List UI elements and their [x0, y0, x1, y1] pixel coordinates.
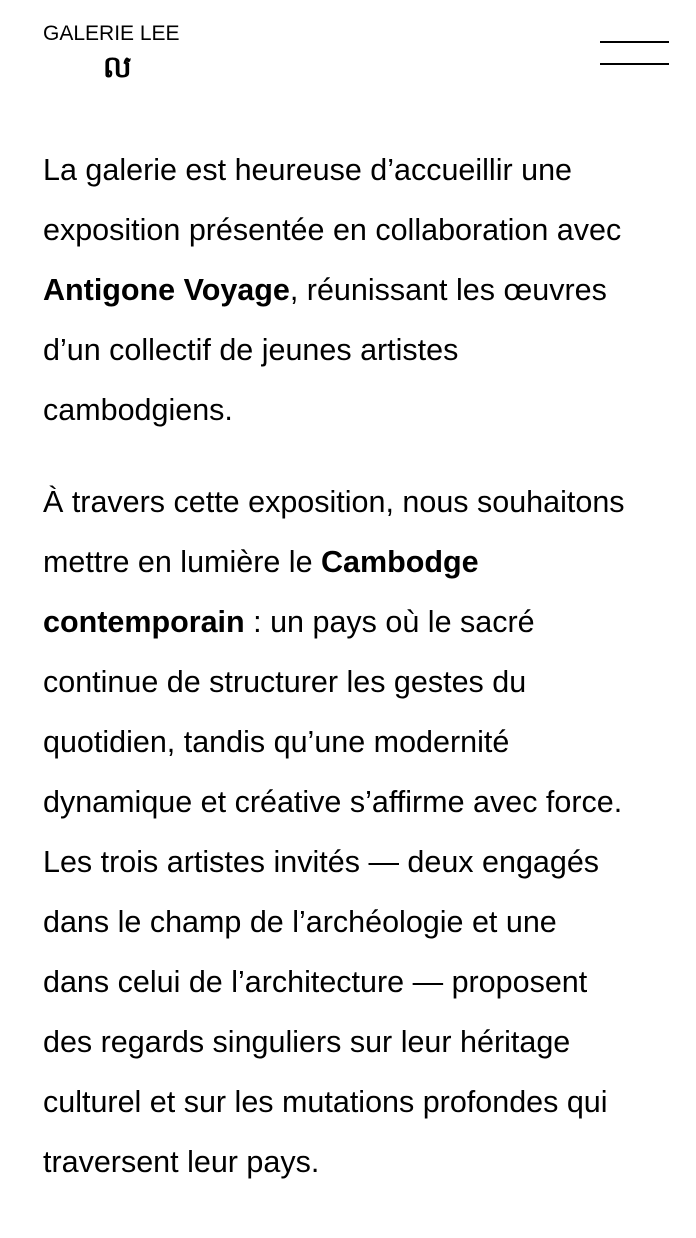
text-fragment: : un pays où le sacré [244, 605, 535, 639]
text-line: Les trois artistes invités — deux engagés [43, 845, 600, 879]
text-line: des regards singuliers sur leur héritage [43, 1025, 571, 1059]
text-line [43, 260, 696, 320]
body-paragraph [43, 472, 696, 1192]
text-line: exposition présentée en collaboration avec [43, 213, 622, 247]
exhibition-description [43, 140, 696, 1192]
text-line: dynamique et créative s’affirme avec force. [43, 785, 623, 819]
galerie-logo[interactable] [43, 22, 203, 90]
text-line: dans le champ de l’archéologie et une [43, 905, 557, 939]
hamburger-menu-icon[interactable] [595, 36, 675, 72]
logo-khmer-glyph: ល [103, 51, 132, 84]
partner-name: Antigone Voyage [43, 273, 290, 307]
menu-line-top [600, 41, 669, 43]
text-line: dans celui de l’architecture — proposent [43, 965, 588, 999]
intro-paragraph [43, 140, 696, 440]
site-header [0, 0, 696, 110]
text-line: continue de structurer les gestes du [43, 665, 527, 699]
logo-text: GALERIE LEE [43, 22, 180, 45]
text-fragment: , réunissant les œuvres [289, 273, 607, 307]
text-line [43, 592, 696, 652]
text-line [43, 532, 696, 592]
text-line: culturel et sur les mutations profondes qui [43, 1085, 608, 1119]
menu-line-bottom [600, 63, 669, 65]
highlight-cambodge: Cambodge [321, 545, 479, 579]
highlight-contemporain: contemporain [43, 605, 245, 639]
text-line: À travers cette exposition, nous souhaitons [43, 485, 625, 519]
text-line: cambodgiens. [43, 393, 233, 427]
text-fragment: mettre en lumière le [43, 545, 321, 579]
text-line: quotidien, tandis qu’une modernité [43, 725, 510, 759]
text-line: traversent leur pays. [43, 1145, 320, 1179]
text-line: La galerie est heureuse d’accueillir une [43, 153, 572, 187]
text-line: d’un collectif de jeunes artistes [43, 333, 459, 367]
